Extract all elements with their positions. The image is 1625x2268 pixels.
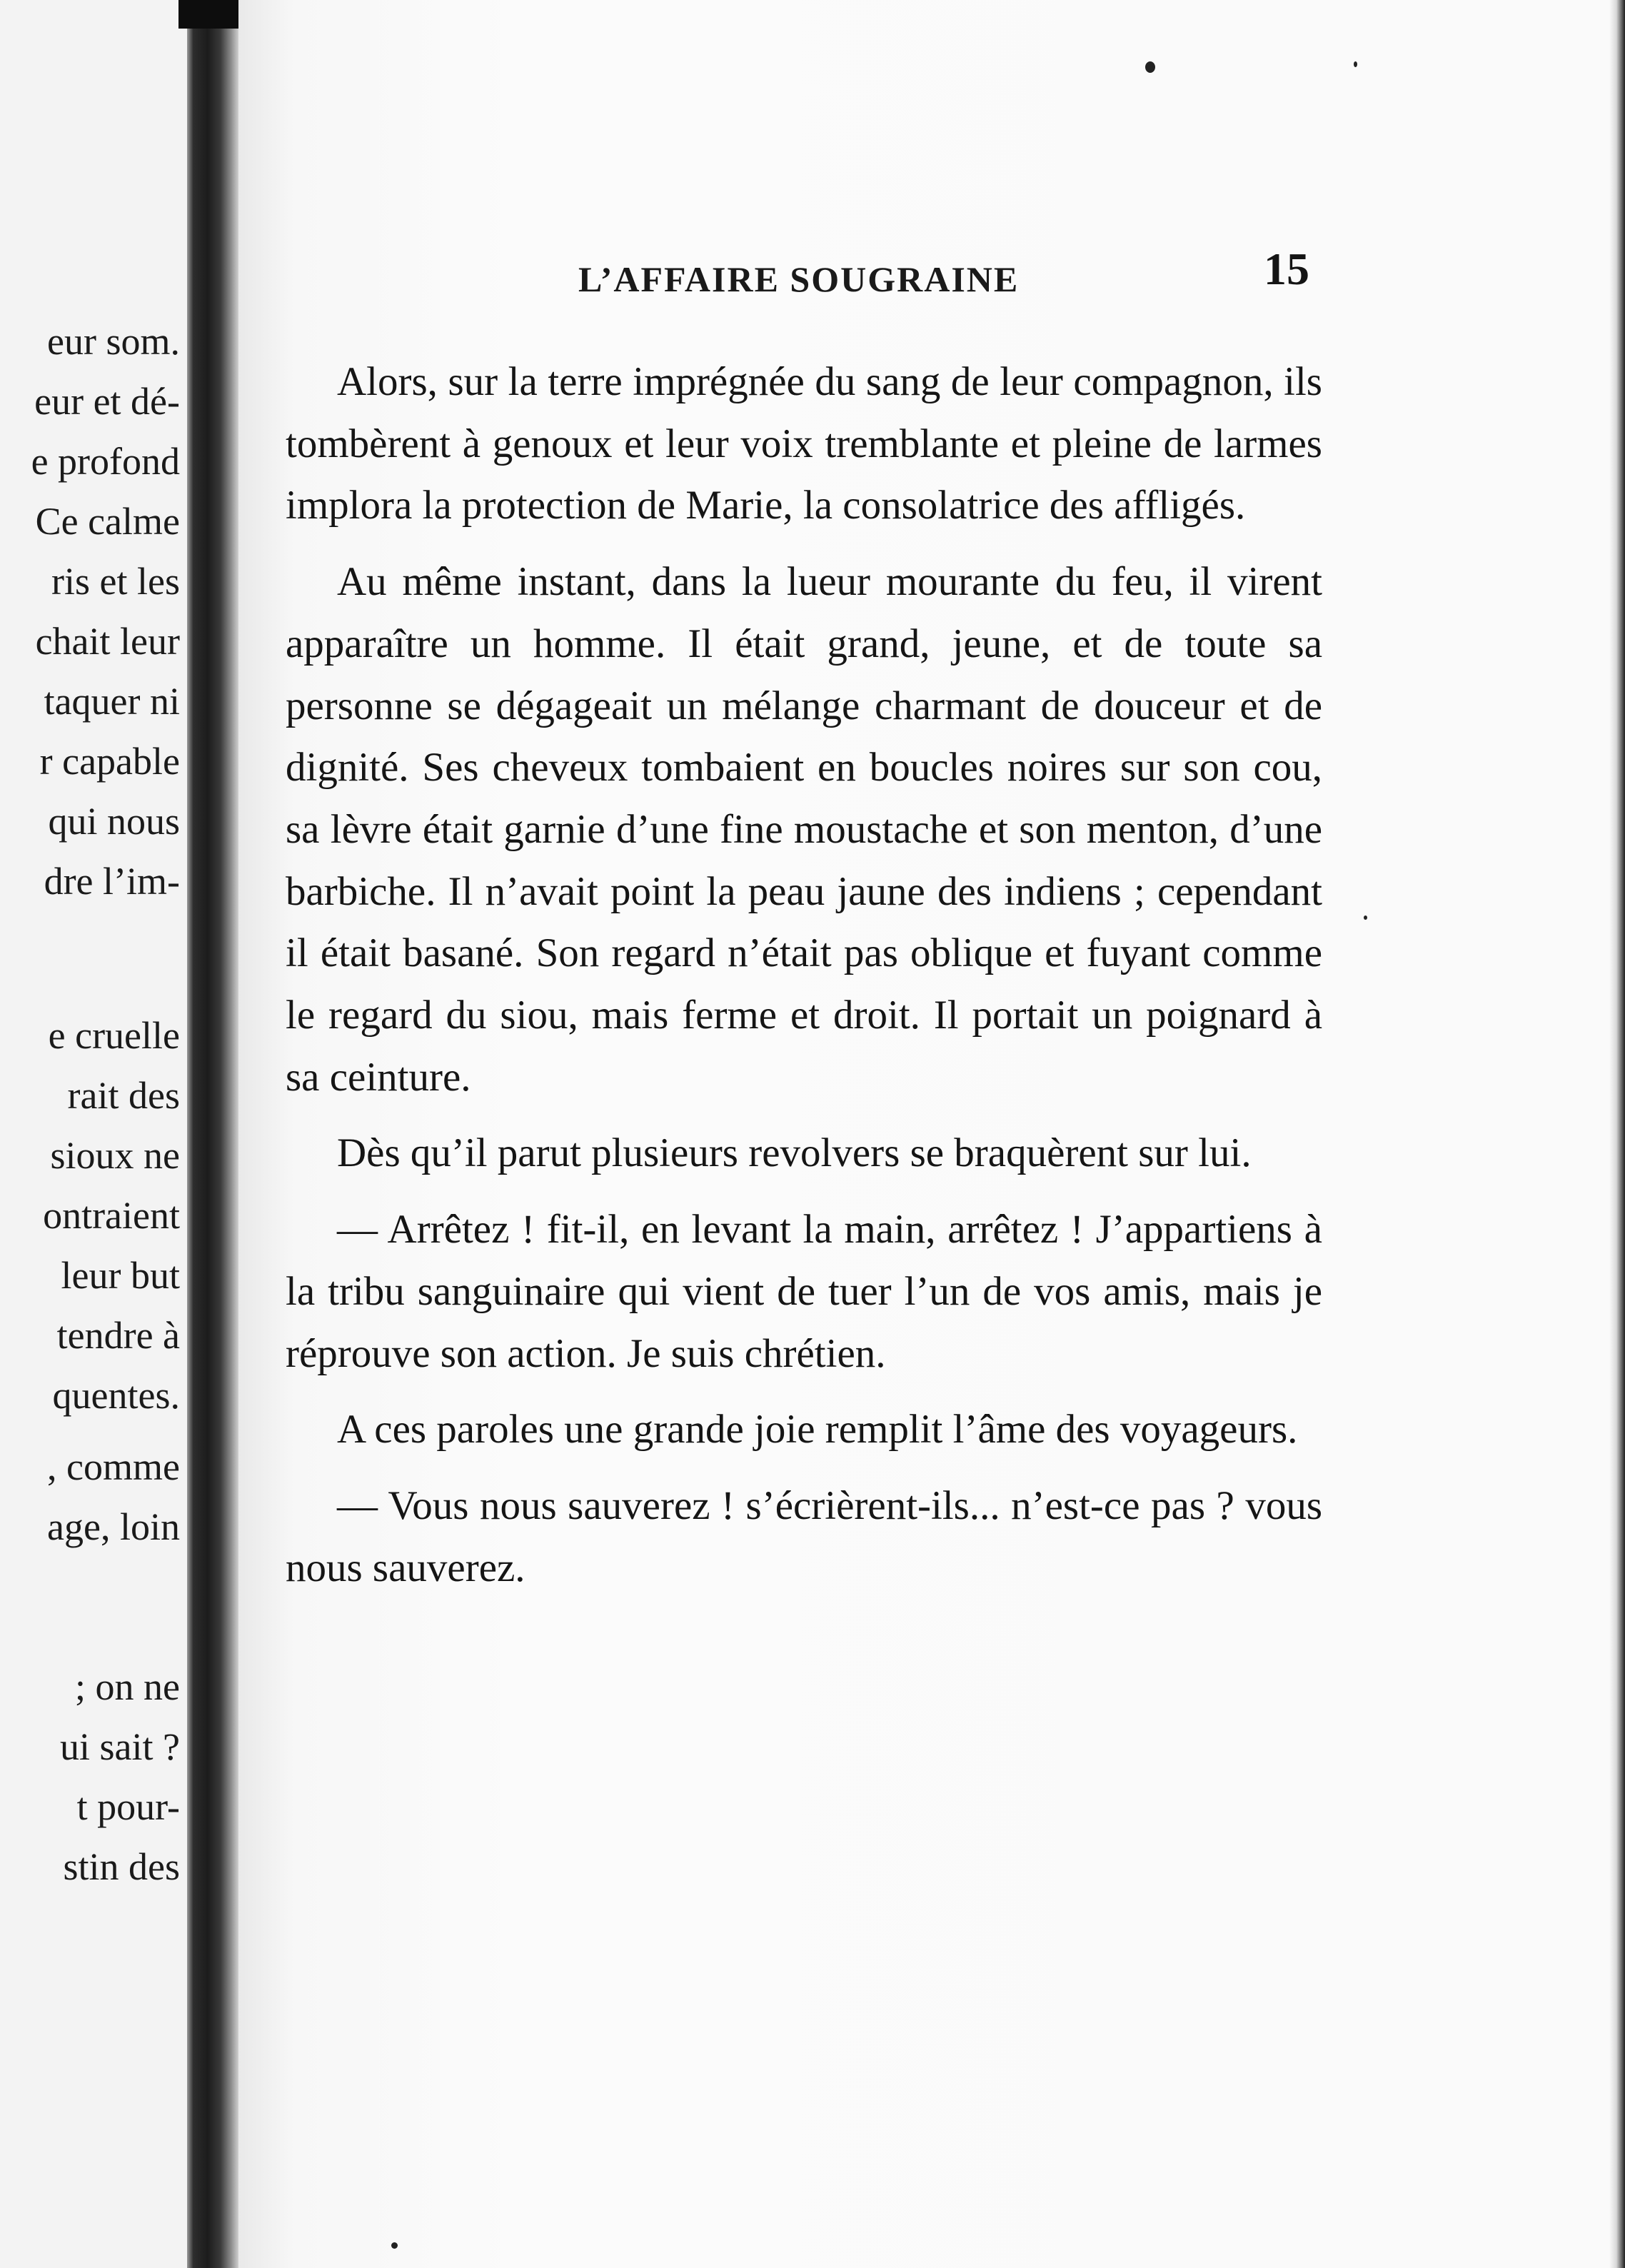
page-edge-shadow — [1609, 0, 1625, 2268]
ink-speck — [391, 2242, 398, 2249]
facing-page-line: taquer ni — [44, 680, 180, 723]
facing-page-line: sioux ne — [50, 1134, 180, 1177]
body-text — [286, 351, 1322, 1613]
facing-page-line: ; on ne — [75, 1665, 180, 1708]
page-number: 15 — [1264, 244, 1309, 294]
paragraph: Au même instant, dans la lueur mourante du feu, il virent apparaître un homme. Il était grand, jeune, et de toute sa personne se dégageait un mélange charmant de douceur et de dignité. Ses cheveux tombaient en boucles noires sur son cou, sa lèvre était garnie d’une fine moustache et son menton, d’une barbiche. Il n’avait point la peau jaune des indiens ; cependant il était basané. Son regard n’était pas oblique et fuyant comme le regard du siou, mais ferme et droit. Il portait un poignard à sa ceinture. — [286, 559, 1322, 1100]
facing-page-line: , comme — [47, 1445, 180, 1488]
facing-page-line: rait des — [67, 1074, 180, 1117]
facing-page-line: eur et dé- — [34, 380, 180, 423]
paragraph: Dès qu’il parut plusieurs revolvers se braquèrent sur lui. — [337, 1130, 1252, 1176]
facing-page-line: tendre à — [56, 1314, 180, 1357]
paragraph: A ces paroles une grande joie remplit l’âme des voyageurs. — [337, 1407, 1298, 1452]
facing-page-line: stin des — [63, 1845, 180, 1888]
ink-speck — [1354, 61, 1357, 67]
ink-speck — [1364, 915, 1367, 920]
facing-page-line: dre l’im- — [44, 860, 180, 903]
facing-page-line: eur som. — [47, 320, 180, 363]
facing-page-line: Ce calme — [35, 500, 180, 543]
facing-page-line: ontraient — [43, 1194, 180, 1237]
paragraph: — Vous nous sauverez ! s’écrièrent-ils... n’est-ce pas ? vous nous sauverez. — [286, 1482, 1322, 1590]
book-binding-gutter — [187, 0, 238, 2268]
facing-page-line: r capable — [39, 740, 180, 783]
facing-page-line: qui nous — [48, 800, 180, 843]
facing-page-line: ris et les — [51, 560, 180, 603]
facing-page-line: t pour- — [76, 1785, 180, 1828]
book-binding-shadow — [178, 0, 243, 29]
running-head: L’AFFAIRE SOUGRAINE — [578, 259, 1020, 299]
facing-page-line: quentes. — [52, 1374, 180, 1417]
paragraph: — Arrêtez ! fit-il, en levant la main, arrêtez ! J’appartiens à la tribu sanguinaire qui vient de tuer l’un de vos amis, mais je réprouve son action. Je suis chrétien. — [286, 1207, 1322, 1376]
ink-speck — [1145, 61, 1155, 73]
facing-page-line: leur but — [61, 1254, 180, 1297]
facing-page-line: e cruelle — [48, 1014, 180, 1057]
paragraph: Alors, sur la terre imprégnée du sang de leur compagnon, ils tombèrent à genoux et leur voix tremblante et pleine de larmes implora la protection de Marie, la consolatrice des affligés. — [286, 359, 1322, 528]
facing-page-line: chait leur — [35, 620, 180, 663]
facing-page-line: e profond — [31, 440, 180, 483]
facing-page-line: age, loin — [47, 1505, 180, 1548]
facing-page-fragment — [0, 0, 187, 2268]
facing-page-line: ui sait ? — [60, 1725, 180, 1768]
